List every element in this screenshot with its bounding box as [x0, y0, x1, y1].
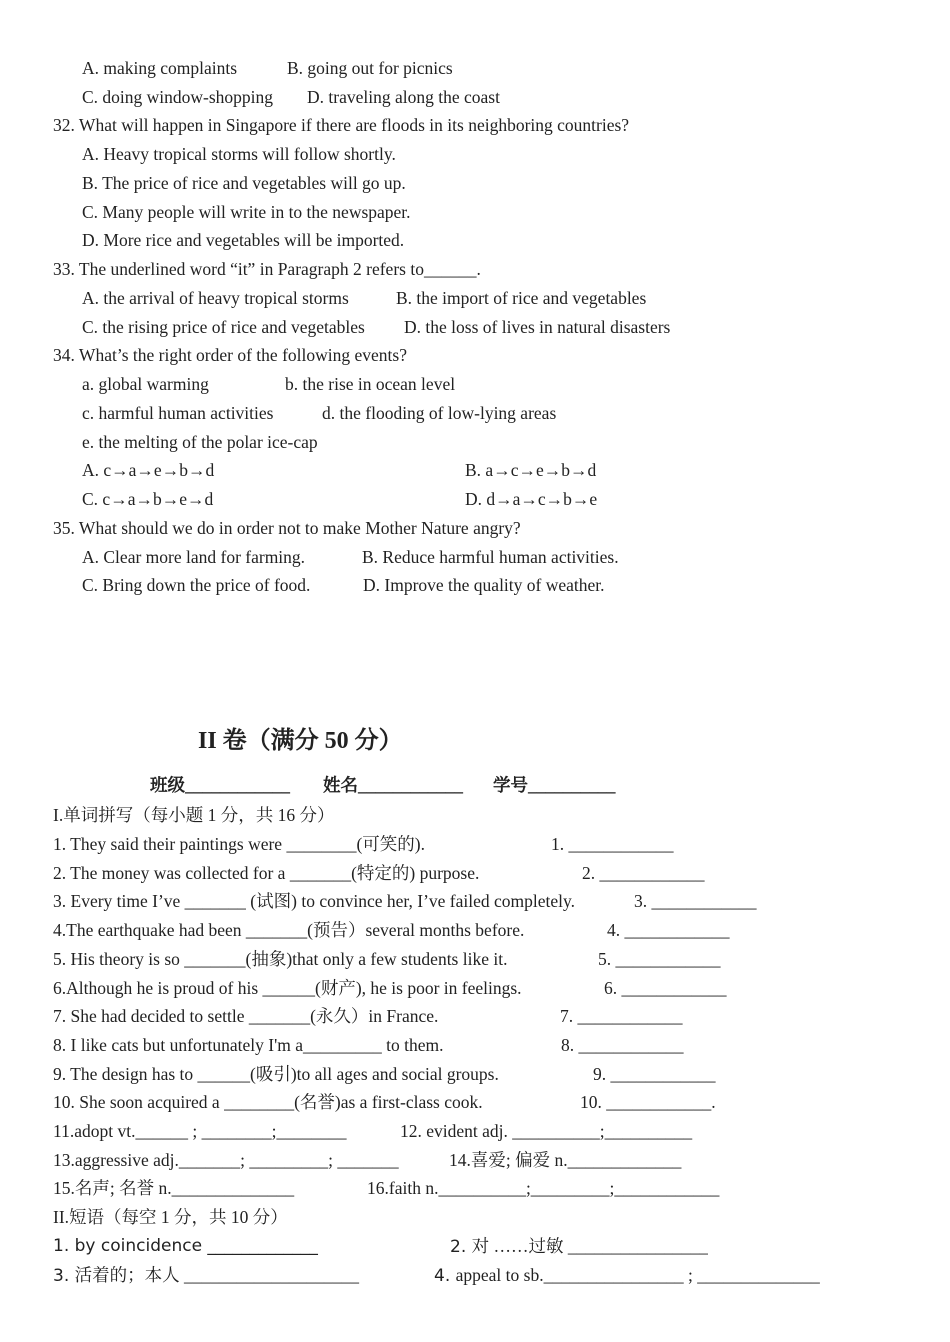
word-item-12[interactable]: 12. evident adj. __________;__________ [400, 1121, 693, 1141]
phrase-item-3[interactable] [53, 1264, 359, 1287]
section2-heading: II.短语（每空 1 分，共 10 分） [53, 1207, 288, 1227]
answer-blank-1[interactable]: 1. ____________ [551, 834, 674, 854]
q34-event-d: d. the flooding of low-lying areas [322, 403, 557, 423]
spelling-question-3: 3. Every time I’ve _______ (试图) to convince her, I’ve failed completely. [53, 891, 576, 911]
q33-question: 33. The underlined word “it” in Paragraph 2 refers to______. [53, 259, 481, 279]
spelling-question-1: 1. They said their paintings were ________(可笑的). [53, 834, 425, 854]
spelling-question-7: 7. She had decided to settle _______(永久）in France. [53, 1006, 439, 1026]
q31-option-a: A. making complaints [82, 58, 238, 78]
q33-option-a: A. the arrival of heavy tropical storms [82, 288, 349, 308]
spelling-question-4: 4.The earthquake had been _______(预告）several months before. [53, 920, 525, 940]
q35-option-c: C. Bring down the price of food. [82, 575, 311, 595]
q32-option-d: D. More rice and vegetables will be imported. [82, 230, 405, 250]
q35-question: 35. What should we do in order not to make Mother Nature angry? [53, 518, 521, 538]
phrase-item-2[interactable] [450, 1235, 708, 1258]
phrase-number-2: 2. [450, 1237, 472, 1257]
q35-option-d: D. Improve the quality of weather. [363, 575, 605, 595]
q31-option-b: B. going out for picnics [287, 58, 453, 78]
spelling-question-10: 10. She soon acquired a ________(名誉)as a first-class cook. [53, 1092, 483, 1112]
phrase-number-4: 4. [434, 1266, 456, 1286]
section-title: II 卷（满分 50 分） [198, 728, 403, 754]
q34-event-e: e. the melting of the polar ice-cap [82, 432, 318, 452]
answer-blank-3[interactable]: 3. ____________ [634, 891, 757, 911]
q35-option-a: A. Clear more land for farming. [82, 547, 306, 567]
phrase-text-4: appeal to sb.________________ ; ______________ [455, 1265, 820, 1285]
phrase-item-4[interactable] [434, 1264, 820, 1287]
q34-option-d: D. d→a→c→b→e [465, 489, 598, 509]
q32-option-b: B. The price of rice and vegetables will go up. [82, 173, 406, 193]
answer-blank-5[interactable]: 5. ____________ [598, 949, 721, 969]
class-field[interactable]: 班级____________ [150, 775, 290, 795]
q33-option-b: B. the import of rice and vegetables [396, 288, 647, 308]
answer-blank-6[interactable]: 6. ____________ [604, 978, 727, 998]
q32-option-a: A. Heavy tropical storms will follow shortly. [82, 144, 396, 164]
answer-blank-7[interactable]: 7. ____________ [560, 1006, 683, 1026]
q31-option-c: C. doing window-shopping [82, 87, 274, 107]
phrase-item-1[interactable]: 1. by coincidence _____________ [53, 1236, 318, 1256]
q34-option-a: A. c→a→e→b→d [82, 460, 215, 480]
q33-option-c: C. the rising price of rice and vegetables [82, 317, 365, 337]
q34-event-c: c. harmful human activities [82, 403, 274, 423]
word-item-15[interactable]: 15.名声; 名誉 n.______________ [53, 1178, 295, 1198]
q34-question: 34. What’s the right order of the following events? [53, 345, 407, 365]
answer-blank-9[interactable]: 9. ____________ [593, 1064, 716, 1084]
answer-blank-2[interactable]: 2. ____________ [582, 863, 705, 883]
q34-event-a: a. global warming [82, 374, 209, 394]
q35-option-b: B. Reduce harmful human activities. [362, 547, 619, 567]
q32-question: 32. What will happen in Singapore if there are floods in its neighboring countries? [53, 115, 630, 135]
word-item-16[interactable]: 16.faith n.__________;_________;____________ [367, 1178, 720, 1198]
answer-blank-8[interactable]: 8. ____________ [561, 1035, 684, 1055]
phrase-text-2: 对 ……过敏 ________________ [471, 1236, 708, 1256]
phrase-number-3: 3. [53, 1266, 75, 1286]
word-item-13[interactable]: 13.aggressive adj._______; _________; _______ [53, 1150, 399, 1170]
word-item-14[interactable]: 14.喜爱; 偏爱 n._____________ [449, 1150, 682, 1170]
phrase-text-3: 活着的；本人 ____________________ [74, 1265, 359, 1285]
q34-option-c: C. c→a→b→e→d [82, 489, 214, 509]
spelling-question-2: 2. The money was collected for a _______(特定的) purpose. [53, 863, 480, 883]
spelling-question-9: 9. The design has to ______(吸引)to all ages and social groups. [53, 1064, 499, 1084]
q34-option-b: B. a→c→e→b→d [465, 460, 597, 480]
spelling-question-6: 6.Although he is proud of his ______(财产), he is poor in feelings. [53, 978, 522, 998]
q32-option-c: C. Many people will write in to the newspaper. [82, 202, 411, 222]
spelling-question-8: 8. I like cats but unfortunately I'm a_________ to them. [53, 1035, 444, 1055]
answer-blank-10[interactable]: 10. ____________. [580, 1092, 716, 1112]
q34-event-b: b. the rise in ocean level [285, 374, 456, 394]
spelling-question-5: 5. His theory is so _______(抽象)that only a few students like it. [53, 949, 508, 969]
section1-heading: I.单词拼写（每小题 1 分，共 16 分） [53, 805, 335, 825]
q31-option-d: D. traveling along the coast [307, 87, 500, 107]
q33-option-d: D. the loss of lives in natural disasters [404, 317, 671, 337]
word-item-11[interactable]: 11.adopt vt.______ ; ________;________ [53, 1121, 347, 1141]
name-field[interactable]: 姓名____________ [323, 775, 463, 795]
student-id-field[interactable]: 学号__________ [493, 775, 616, 795]
answer-blank-4[interactable]: 4. ____________ [607, 920, 730, 940]
